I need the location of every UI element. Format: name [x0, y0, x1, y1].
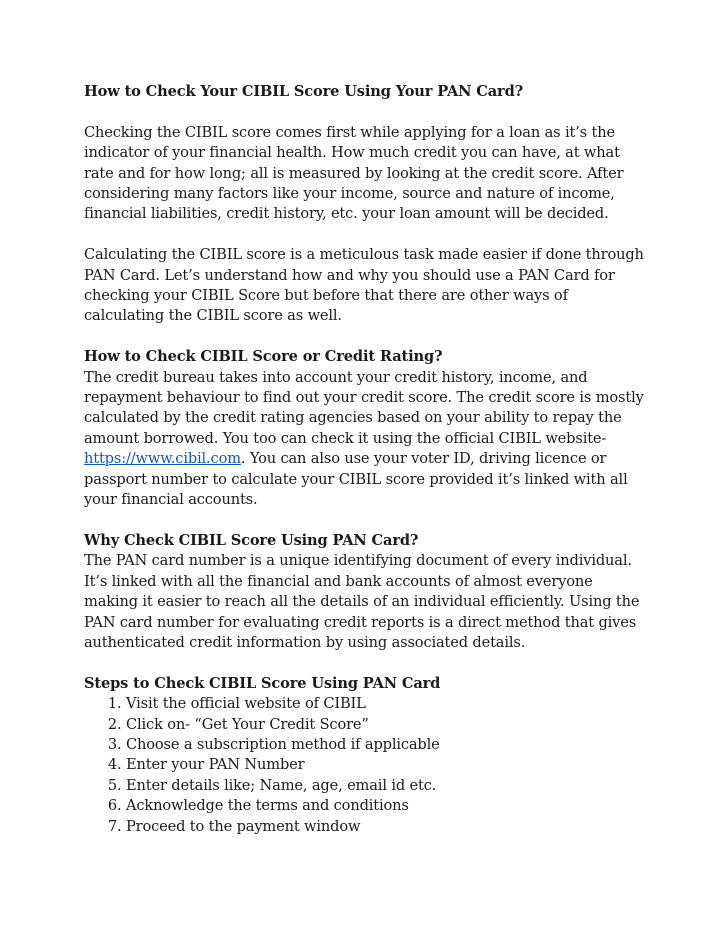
paragraph-text: . You can also use your voter ID, driving licence or passport number to calculate your CIBIL score provided it’s linked with all your financial accounts.	[84, 450, 628, 509]
section-heading-steps: Steps to Check CIBIL Score Using PAN Card	[84, 674, 441, 692]
step-item: 2. Click on- “Get Your Credit Score”	[126, 715, 644, 735]
paragraph-text: The credit bureau takes into account your credit history, income, and repayment behaviour to find out your credit score. The credit score is mostly calculated by the credit rating agencies based on your ability to repay the amount borrowed. You too can check it using the official CIBIL website-	[84, 368, 644, 447]
section-heading-check-cibil: How to Check CIBIL Score or Credit Rating?	[84, 348, 443, 366]
document-page	[84, 82, 644, 837]
cibil-website-link[interactable]: https://www.cibil.com	[84, 450, 241, 468]
spacer	[84, 510, 644, 530]
step-item: 6. Acknowledge the terms and conditions	[126, 796, 644, 816]
steps-list	[84, 694, 644, 837]
step-item: 1. Visit the official website of CIBIL	[126, 694, 644, 714]
spacer	[84, 102, 644, 122]
spacer	[84, 225, 644, 245]
document-title: How to Check Your CIBIL Score Using Your PAN Card?	[84, 83, 524, 100]
section-heading-why-pan: Why Check CIBIL Score Using PAN Card?	[84, 531, 419, 549]
intro-paragraph-1: Checking the CIBIL score comes first while applying for a loan as it’s the indicator of your financial health. How much credit you can have, at what rate and for how long; all is measured by looking at the credit score. After considering many factors like your income, source and nature of income, financial liabilities, credit history, etc. your loan amount will be decided.	[84, 123, 624, 223]
step-item: 4. Enter your PAN Number	[126, 755, 644, 775]
step-item: 5. Enter details like; Name, age, email id etc.	[126, 776, 644, 796]
step-item: 3. Choose a subscription method if applicable	[126, 735, 644, 755]
section-paragraph-why-pan: The PAN card number is a unique identifying document of every individual. It’s linked with all the financial and bank accounts of almost everyone making it easier to reach all the details of an individual efficiently. Using the PAN card number for evaluating credit reports is a direct method that gives authenticated credit information by using associated details.	[84, 552, 640, 651]
section-paragraph-check-cibil	[84, 368, 644, 511]
intro-paragraph-2: Calculating the CIBIL score is a meticulous task made easier if done through PAN Card. Let’s understand how and why you should use a PAN Card for checking your CIBIL Score but before that there are other ways of calculating the CIBIL score as well.	[84, 246, 644, 325]
spacer	[84, 327, 644, 347]
spacer	[84, 653, 644, 673]
step-item: 7. Proceed to the payment window	[126, 817, 644, 837]
